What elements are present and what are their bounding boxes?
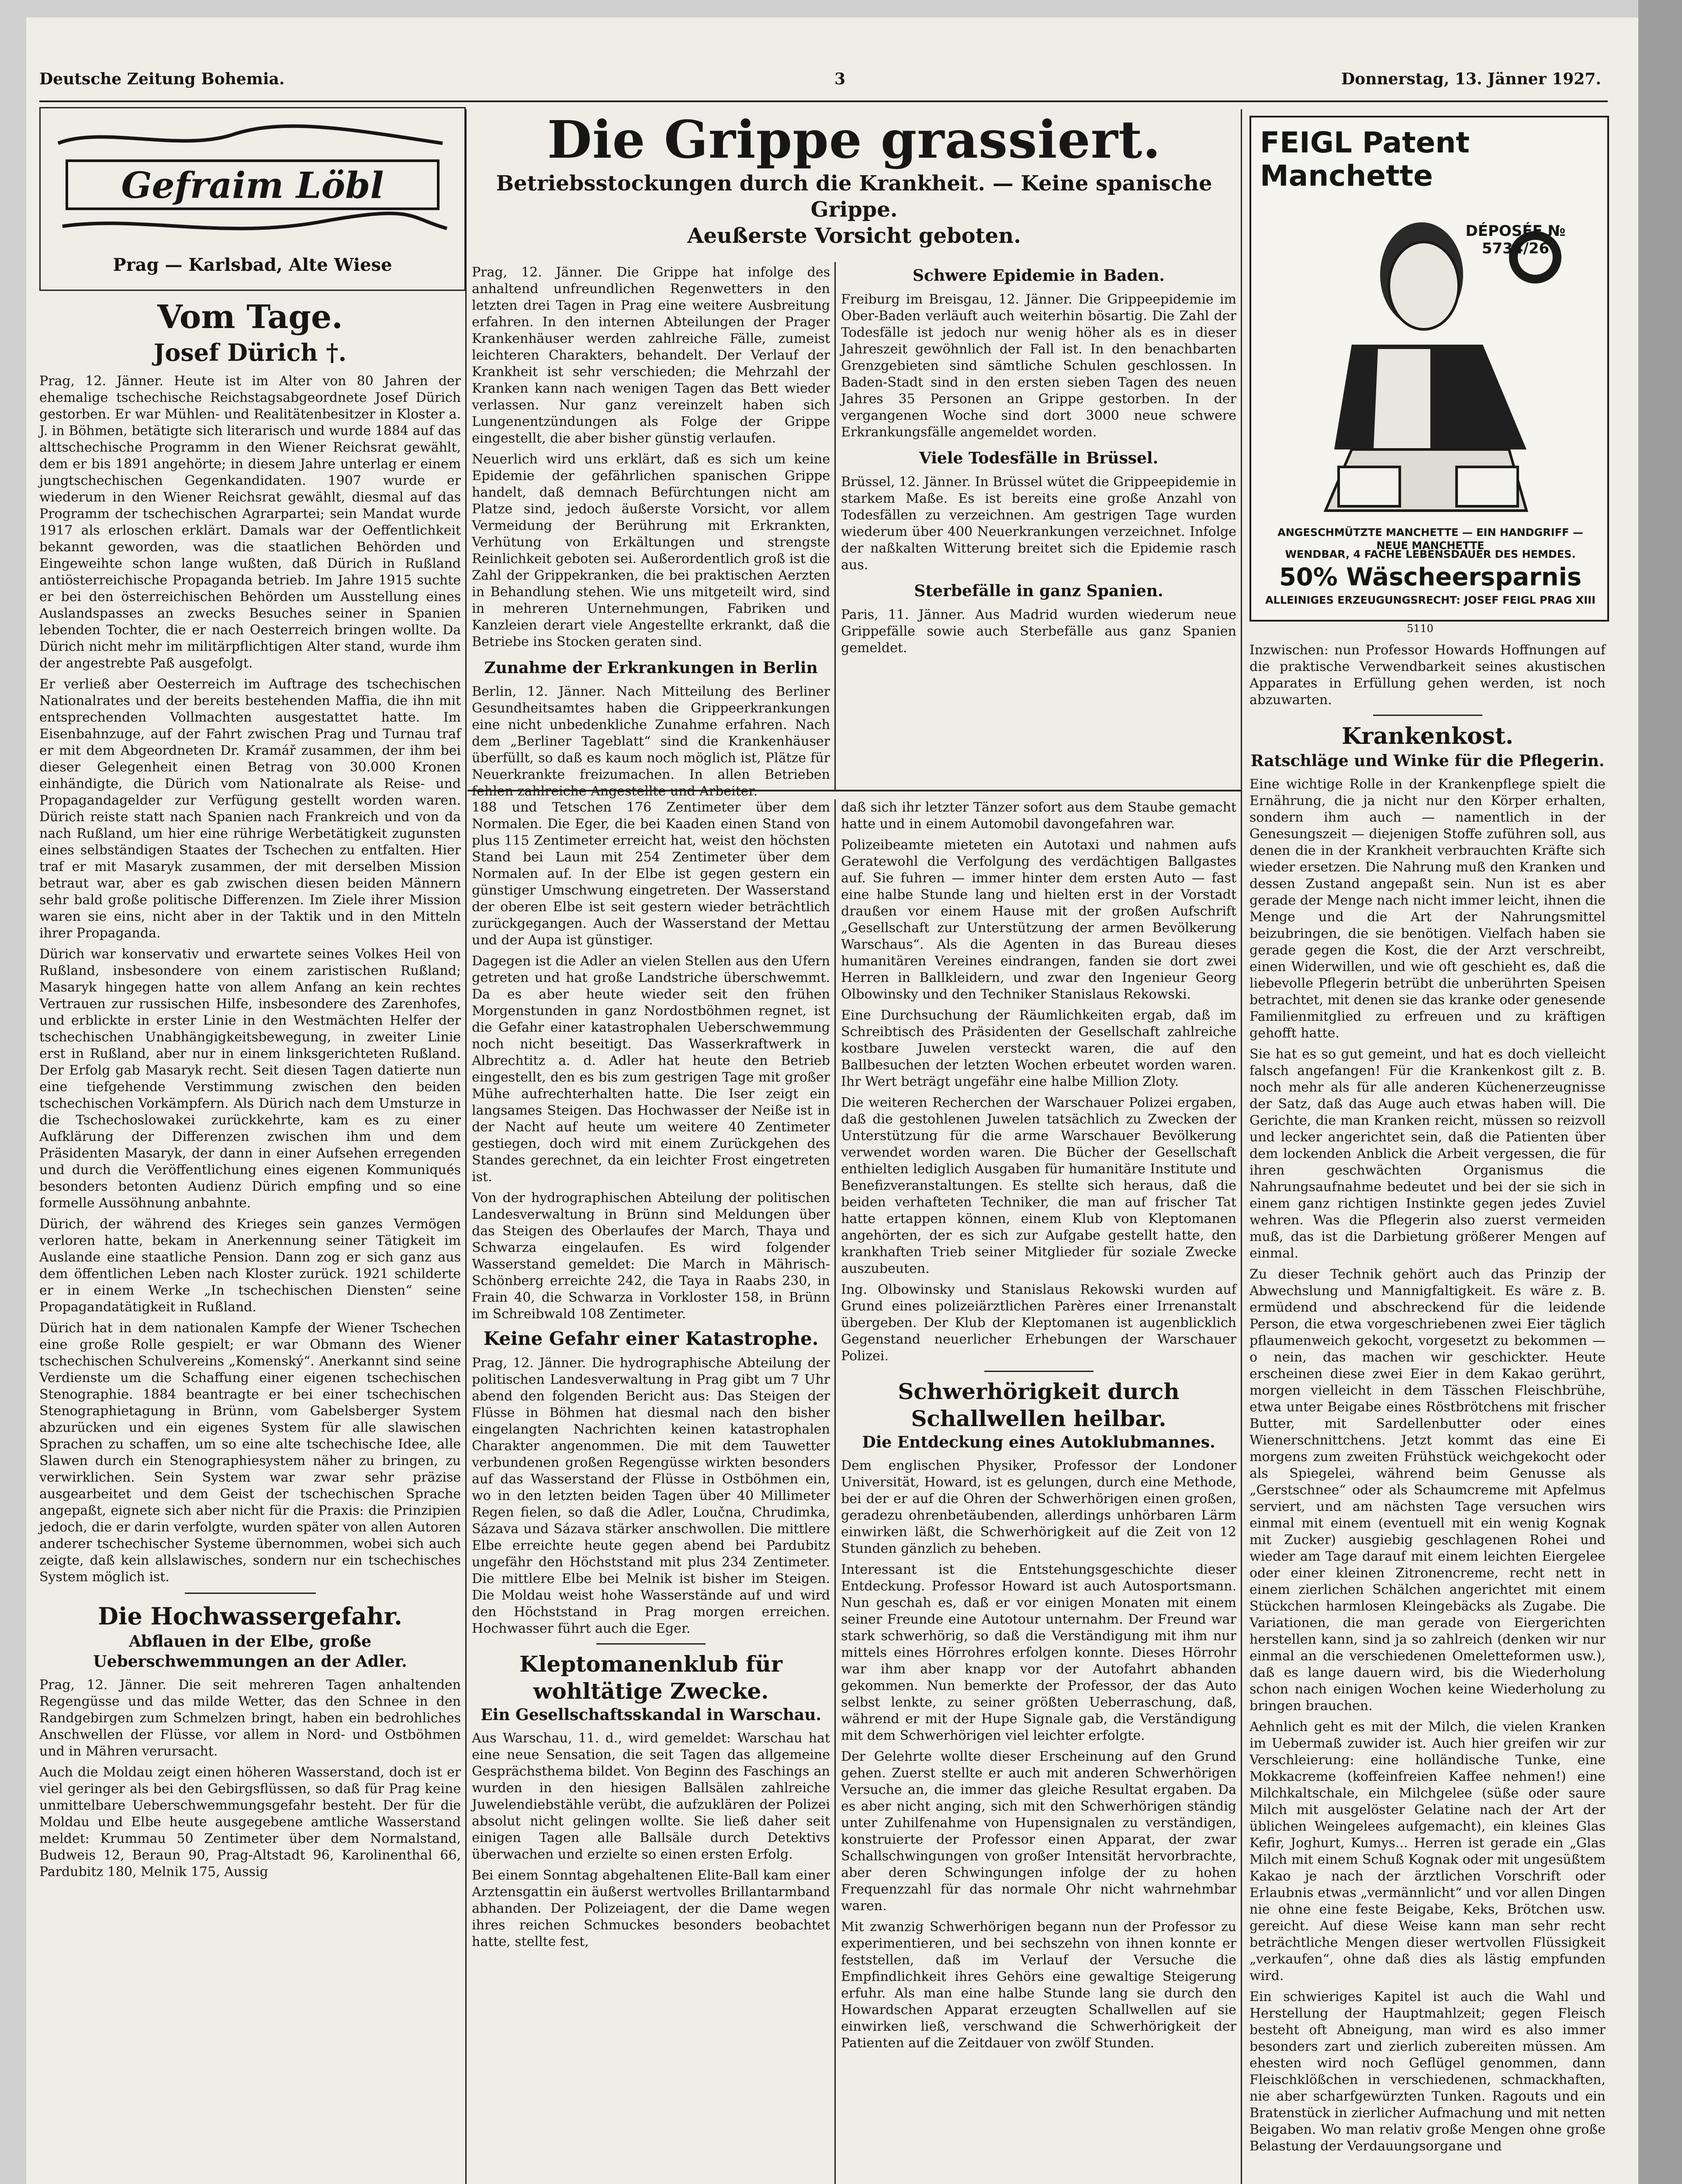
schwerhoerigkeit-paragraph: Interessant ist die Entstehungsgeschichte dieser Entdeckung. Professor Howard ist auch Autosportsmann. Nun geschah es, daß er vor einigen Monaten mit einem seiner Freunde eine Autotour unternahm. Der Freund war stark schwerhörig, so daß die Verständigung mit ihm nur mittels eines Hörrohres erfolgen konnte. Dieses Hörrohr war ihm aber knapp vor der Autofahrt abhanden gekommen. Nun bemerkte der Professor, der das Auto selbst lenkte, zu seiner größten Ueberraschung, daß, während er mit der Hupe Signale gab, die Verständigung mit dem Schwerhörigen viel leichter erfolgte. (841, 1562, 1236, 1743)
flood-continued: Dagegen ist die Adler an vielen Stellen aus den Ufern getreten und hat große Landstriche überschwemmt. Da es aber heute wieder seit den frühen Morgenstunden in ganz Nordostböhmen regnet, ist die Gefahr einer katastrophalen Ueberschwemmung noch nicht beseitigt. Das Wasserkraftwerk in Albrechtitz a. d. Adler hat heute den Betrieb eingestellt, den es bis zum gestrigen Tage mit großer Mühe aufrechterhalten hatte. Die Iser zeigt ein langsames Steigen. Das Hochwasser der Neiße ist in der Nacht auf heute um weitere 40 Zentimeter gestiegen, doch wird mit einem Zurückgehen des Standes gerechnet, da ein leichter Frost eingetreten ist. (472, 954, 830, 1185)
krankenkost-subtitle: Ratschläge und Winke für die Pflegerin. (1250, 752, 1605, 770)
grippe-subtitle-2: Aeußerste Vorsicht geboten. (687, 224, 1021, 248)
krankenkost-paragraph: Eine wichtige Rolle in der Krankenpflege spielt die Ernährung, die ja nicht nur den Körper erhalten, sondern ihm auch — namentlich in der Genesungszeit — diejenigen Stoffe zuführen soll, aus denen die in der Krankheit verbrauchten Kräfte sich wieder ersetzen. Die Nahrung muß den Kranken und dessen Zustand angepaßt sein. Nun ist es aber gerade der Menge nach nicht immer leicht, ihnen die Menge und die Art der Nahrungsmittel beizubringen, die sie benötigen. Vielfach haben sie gerade gegen die Kost, die der Arzt verschreibt, einen Widerwillen, und wie oft geschieht es, daß die liebevolle Pflegerin betrübt die unberührten Speisen betrachtet, mit denen sie das kranke oder genesende Familienmitglied zu erfreuen und zu kräftigen gehofft hatte. (1249, 777, 1606, 1041)
flood-title: Die Hochwassergefahr. (98, 1602, 402, 1630)
schwerhoerigkeit-title: Schwerhörigkeit durch Schallwellen heilbar. (898, 1379, 1180, 1431)
ad-feigl-manchette (1249, 116, 1609, 622)
flood-paragraph: Prag, 12. Jänner. Die seit mehreren Tagen anhaltenden Regengüsse und das milde Wetter, das den Schnee in den Randgebirgen zum Schmelzen bringt, haben ein bedrohliches Anschwellen der Flüsse, vor allem in Nord- und Ostböhmen und in Mähren verursacht. (39, 1677, 461, 1759)
loebl-logo-image (49, 117, 456, 248)
klepto-paragraph: Bei einem Sonntag abgehaltenen Elite-Ball kam einer Arztensgattin ein äußerst wertvolles Brillantarmband abhanden. Der Polizeiagent, der die Dame wegen ihres reichen Schmuckes besonders beobachtet hatte, stellte fest, (472, 1868, 830, 1949)
spanien-paragraph: Paris, 11. Jänner. Aus Madrid wurden wiederum neue Grippefälle sowie auch Sterbefälle aus ganz Spanien gemeldet. (841, 607, 1236, 656)
scan-edge (1638, 0, 1682, 2184)
divider (1373, 715, 1482, 716)
grippe-paragraph: Prag, 12. Jänner. Die Grippe hat infolge des anhaltend unfreundlichen Regenwetters in den letzten drei Tagen in Prag eine weitere Ausbreitung erfahren. In den internen Abteilungen der Prager Krankenhäuser werden zahlreiche Fälle, zumeist leichteren Charakters, behandelt. Der Verlauf der Krankheit ist sehr verschieden; die Mehrzahl der Kranken kann nach wenigen Tagen das Bett wieder verlassen. Nur ganz vereinzelt haben sich Lungenentzündungen als Folge der Grippe eingestellt, die aber bisher günstig verlaufen. (472, 265, 830, 446)
krankenkost-paragraph: Ein schwieriges Kapitel ist auch die Wahl und Herstellung der Hauptmahlzeit; gegen Fleisch besteht oft Abneigung, man wird es also immer besonders zart und zierlich zubereiten müssen. Am ehesten wird noch Geflügel genommen, dann Fleischklößchen in verschiedenen, schmackhaften, nie aber scharfgewürzten Tunken. Ragouts und ein Bratenstück in zierlicher Aufmachung und mit netten Beigaben. Wo man relativ große Mengen ohne große Belastung der Verdauungsorgane und (1249, 1989, 1606, 2154)
bruessel-title: Viele Todesfälle in Brüssel. (919, 449, 1159, 467)
klepto-subtitle: Ein Gesellschaftsskandal in Warschau. (481, 1706, 821, 1724)
flood-paragraph: Auch die Moldau zeigt einen höheren Wasserstand, doch ist er viel geringer als bei den Gebirgsflüssen, so daß für Prag keine unmittelbare Ueberschwemmungsgefahr besteht. Der für die Moldau und Elbe heute ausgegebene amtliche Wasserstand meldet: Krummau 50 Zentimeter über dem Normalstand, Budweis 12, Beraun 90, Prag-Altstadt 96, Karolinenthal 66, Pardubitz 180, Melnik 175, Aussig (39, 1765, 461, 1880)
spanien-title: Sterbefälle in ganz Spanien. (914, 582, 1163, 600)
svg-text:Gefraim Löbl: Gefraim Löbl (121, 165, 384, 207)
divider (596, 1643, 706, 1645)
klepto-paragraph: Aus Warschau, 11. d., wird gemeldet: Warschau hat eine neue Sensation, die seit Tagen das allgemeine Gesprächsthema bildet. Von Beginn des Faschings an wurden in den hiesigen Ballsälen zahlreiche Juwelendiebstähle verübt, die aufzuklären der Polizei absolut nicht gelingen wollte. Sie ließ daher seit einigen Tagen alle Ballsäle durch Detektivs überwachen und erzielte so einen ersten Erfolg. (472, 1731, 830, 1862)
krankenkost-paragraph: Sie hat es so gut gemeint, und hat es doch vielleicht falsch angefangen! Für die Krankenkost gilt z. B. noch mehr als für alle anderen Küchenerzeugnisse der Satz, daß das Auge auch etwas haben will. Die Gerichte, die man Kranken reicht, müssen so reizvoll und lecker angerichtet sein, daß die Patienten über dem lockenden Anblick die Arbeit vergessen, die für ihren geschwächten Organismus die Nahrungsaufnahme bedeutet und bei der sie sich in einem ganz richtigen Instinkte gegen jedes Zuviel wehren. Was die Pflegerin also zuerst vermeiden muß, das ist die Darbietung größerer Mengen auf einmal. (1249, 1047, 1606, 1261)
obituary-title: Josef Dürich †. (153, 339, 347, 366)
schwerhoerigkeit-end: Inzwischen: nun Professor Howards Hoffnungen auf die praktische Verwendbarkeit seines akustischen Apparates in Erfüllung gehen werden, ist noch abzuwarten. (1249, 643, 1606, 708)
obituary-paragraph: Dürich, der während des Krieges sein ganzes Vermögen verloren hatte, bekam in Anerkennung seiner Tätigkeit im Auslande eine staatliche Pension. Dann zog er sich ganz aus dem öffentlichen Leben nach Kloster zurück. 1921 schilderte er in einem Werke „In tschechischen Diensten“ seine Propagandatätigkeit in Rußland. (39, 1216, 461, 1315)
ad-loebl (39, 107, 466, 291)
berlin-paragraph: Berlin, 12. Jänner. Nach Mitteilung des Berliner Gesundheitsamtes haben die Grippeerkrankungen eine nicht unbedenkliche Zunahme erfahren. Nach dem „Berliner Tageblatt“ sind die Krankenhäuser überfüllt, so daß es kaum noch möglich ist, Plätze für Neuerkrankte freizumachen. In allen Betrieben fehlen zahlreiche Angestellte und Arbeiter. (472, 684, 830, 799)
grippe-headline-block (472, 109, 1236, 254)
newspaper-page (26, 17, 1638, 2184)
issue-date: Donnerstag, 13. Jänner 1927. (1341, 70, 1601, 88)
klepto-continued: Ing. Olbowinsky und Stanislaus Rekowski wurden auf Grund eines polizeiärztlichen Parères einer Irrenanstalt übergeben. Der Klub der Kleptomanen ist augenblicklich Gegenstand neuerlicher Erhebungen der Warschauer Polizei. (841, 1282, 1236, 1364)
schwerhoerigkeit-subtitle: Die Entdeckung eines Autoklubmannes. (862, 1433, 1215, 1451)
katastrophe-paragraph: Prag, 12. Jänner. Die hydrographische Abteilung der politischen Landesverwaltung in Prag gibt um 7 Uhr abend den folgenden Bericht aus: Das Steigen der Flüsse in Böhmen hat diesmal nach den bisher eingelangten Nachrichten keinen katastrophalen Charakter angenommen. Die mit dem Tauwetter verbundenen großen Regengüsse wirkten besonders auf das Wasserstand der Flüsse in Ostböhmen ein, wo in den letzten beiden Tagen über 40 Millimeter Regen fielen, so daß die Adler, Loučna, Chrudimka, Sázava und Sázava stärker anschwollen. Die mittlere Elbe erreichte heute gegen abend bei Pardubitz ungefähr den Höchststand mit plus 234 Zentimeter. Die mittlere Elbe bei Melnik ist bisher im Steigen. Die Moldau weist hohe Wasserstände auf und wird den Höchststand in Prag morgen erreichen. Hochwasser führt auch die Eger. (472, 1355, 830, 1636)
krankenkost-paragraph: Zu dieser Technik gehört auch das Prinzip der Abwechslung und Mannigfaltigkeit. Es wäre z. B. ermüdend und abschreckend für die leidende Person, die etwa vorgeschriebenen zwei Eier täglich pflaumenweich gekocht, vorgesetzt zu bekommen — o nein, das machen wir geschickter. Heute erscheinen diese zwei Eier in dem Kakao gerührt, morgen vielleicht in dem Tässchen Fleischbrühe, etwa unter Beigabe eines Röstbrötchens mit frischer Butter, mit Sardellenbutter oder eines Wienerschnittchens. Jetzt kommt das eine Ei morgens zum zweiten Frühstück weichgekocht oder als Spiegelei, während beim Genusse als „Gerstschnee“ oder als Schaumcreme mit Apfelmus serviert, und am nächsten Tage versuchen wirs einmal mit einem (eventuell mit ein wenig Kognak mit Zucker) ausgiebig geschlagenen Rohei und wieder am Tage darauf mit einem leichten Eiergelee oder einer kleinen Zitronencreme, recht nett in einem zierlichen Schälchen angerichtet mit einem Stückchen harmlosen Kleingebäcks als Zugabe. Die Variationen, die man gerade von Eiergerichten herstellen kann, sind ja so zahlreich (denken wir nur einmal an die verschiedenen Omeletteformen usw.), daß es lange dauern wird, bis die Wiederholung schon nach einigen Wochen keine Wiederholung zu bringen brauchen. (1249, 1267, 1606, 1714)
klepto-title: Kleptomanenklub für wohltätige Zwecke. (519, 1651, 783, 1704)
grippe-subtitle: Betriebsstockungen durch die Krankheit. — Keine spanische Grippe. (496, 171, 1212, 222)
page-number: 3 (834, 70, 846, 88)
divider (185, 1593, 316, 1594)
ad-feigl-tagline: WENDBAR, 4 FACHE LEBENSDAUER DES HEMDES. (1285, 548, 1576, 560)
grippe-paragraph: Neuerlich wird uns erklärt, daß es sich um keine Epidemie der gefährlichen spanischen Grippe handelt, daß demnach Befürchtungen nicht am Platze sind, jedoch äußerste Vorsicht, vor allem Vermeidung der Berührung mit Erkrankten, Verhütung von Erkältungen und strengste Reinlichkeit geboten sei. Außerordentlich groß ist die Zahl der Grippekranken, die bei praktischen Aerzten in Behandlung stehen. Wie uns mitgeteilt wird, sind in mehreren Unternehmungen, Fabriken und Kanzleien derart viele Angestellte erkrankt, daß die Betriebe ins Stocken geraten sind. (472, 452, 830, 650)
schwerhoerigkeit-paragraph: Dem englischen Physiker, Professor der Londoner Universität, Howard, ist es gelungen, durch eine Methode, bei der er auf die Ohren der Schwerhörigen einen großen, geradezu ohrenbetäubenden, allerdings unhörbaren Lärm einwirken läßt, die Schwerhörigkeit auf die Zeit von 12 Stunden gänzlich zu beheben. (841, 1458, 1236, 1556)
flood-continued: 188 und Tetschen 176 Zentimeter über dem Normalen. Die Eger, die bei Kaaden einen Stand von plus 115 Zentimeter erreicht hat, weist den höchsten Stand bei Laun mit 254 Zentimeter über dem Normalen auf. In der Elbe ist gegen gestern ein günstiger Umschwung eingetreten. Der Wasserstand der oberen Elbe ist seit gestern wieder beträchtlich zurückgegangen. Auch der Wasserstand der Mettau und der Aupa ist günstiger. (472, 800, 830, 948)
column-3 (841, 799, 1236, 2056)
klepto-continued: Eine Durchsuchung der Räumlichkeiten ergab, daß im Schreibtisch des Präsidenten der Gesellschaft zahlreiche kostbare Juwelen versteckt waren, die auf den Ballbesuchen der letzten Wochen erbeutet worden waren. Ihr Wert beträgt ungefähr eine halbe Million Zloty. (841, 1008, 1236, 1089)
ad-loebl-address: Prag — Karlsbad, Alte Wiese (113, 255, 392, 275)
obituary-paragraph: Er verließ aber Oesterreich im Auftrage des tschechischen Nationalrates und der bereits bestehenden Maffia, die ihn mit entsprechenden Vollmachten ausgestattet hatte. Im Eisenbahnzuge, auf der Fahrt zwischen Prag und Turnau traf er mit dem Abgeordneten Dr. Kramář zusammen, der ihm bei dieser Gelegenheit einen Betrag von 30.000 Kronen einhändigte, die Dürich vom Nationalrate als Reise- und Propagandagelder zur Verfügung gestellt worden waren. Dürich reiste statt nach Spanien nach Frankreich und von da nach Rußland, um hier eine rührige Werbetätigkeit zugunsten eines selbständigen Staates der Tschechen zu entfalten. Hier traf er mit Masaryk zusammen, der mit derselben Mission betraut war, aber es gab zwischen diesen beiden Männern sehr bald große politische Differenzen. Im Ziele ihrer Mission waren sie eins, nicht aber in der Taktik und in den Mitteln ihrer Propaganda. (39, 677, 461, 941)
baden-paragraph: Freiburg im Breisgau, 12. Jänner. Die Grippeepidemie im Ober-Baden verläuft auch weiterhin bösartig. Die Zahl der Todesfälle ist jedoch nur wenig höher als es in dieser Jahreszeit gewöhnlich der Fall ist. In den benachbarten Grenzgebieten sind sämtliche Schulen geschlossen. In Baden-Stadt sind in den ersten sieben Tagen des neuen Jahres 35 Personen an Grippe gestorben. In der vergangenen Woche sind dort 3000 neue schwere Erkrankungsfälle angemeldet worden. (841, 292, 1236, 440)
ad-feigl-depose: DÉPOSÉE № 5734/26 (1465, 222, 1566, 257)
divider (984, 1371, 1094, 1372)
berlin-title: Zunahme der Erkrankungen in Berlin (484, 659, 818, 677)
column-rule (1241, 109, 1242, 2184)
ad-feigl-maker: ALLEINIGES ERZEUGUNGSRECHT: JOSEF FEIGL PRAG XIII (1265, 594, 1596, 606)
column-rule (834, 262, 836, 791)
obituary-paragraph: Prag, 12. Jänner. Heute ist im Alter von 80 Jahren der ehemalige tschechische Reichstagsabgeordnete Josef Dürich gestorben. Er war Mühlen- und Realitätenbesitzer in Kloster a. J. in Böhmen, betätigte sich literarisch und wurde 1884 auf das alttschechische Programm in den Wiener Reichsrat gewählt, dem er bis 1891 angehörte; in diesem Jahre unterlag er einem jungtschechischen Gegenkandidaten. 1907 wurde er wiederum in den Wiener Reichsrat gewählt, diesmal auf das Programm der tschechischen Agrarpartei; sein Mandat wurde 1917 als erloschen erklärt. Damals war der Oeffentlichkeit bekannt geworden, was die staatlichen Behörden und Eingeweihte schon lange wußten, daß Dürich in Rußland antiösterreichische Propaganda betrieb. Im Jahre 1915 suchte er bei den österreichischen Behörden um Ausstellung eines Auslandspasses an zwecks Besuches seiner in Spanien lebenden Tochter, die er nach Oesterreich bringen wollte. Da Dürich nicht mehr im militärpflichtigen Alter stand, wurde ihm der angestrebte Paß ausgefolgt. (39, 373, 461, 671)
column-4 (1249, 642, 1606, 2159)
column-rule (465, 109, 467, 2184)
grippe-column-b (841, 264, 1236, 661)
grippe-column-a (472, 264, 830, 804)
obituary-paragraph: Dürich hat in dem nationalen Kampfe der Wiener Tschechen eine große Rolle gespielt; er war Obmann des Wiener tschechischen Schulvereins „Komenský“. Anerkannt sind seine Verdienste um die Schaffung einer eigenen tschechischen Stenographie. 1884 beantragte er bei einer tschechischen Stenographietagung in Brünn, vom Gabelsberger System abzurücken und ein eigenes System für alle slawischen Sprachen zu schaffen, um so eine alte tschechische Idee, alle Slawen durch ein Stenographiesystem näher zu bringen, zu verwirklichen. Sein System war zwar sehr präzise ausgearbeitet und dem Geist der tschechischen Sprache angepaßt, eignete sich aber nicht für die Praxis: die Prinzipien jedoch, die er darin verfolgte, wurden später von allen Autoren anderer tschechischer Systeme übernommen, wobei sich auch zeigte, daß kein allslawisches, sondern nur ein tschechisches System möglich ist. (39, 1320, 461, 1585)
header-rule (39, 100, 1608, 102)
section-title-vom-tage: Vom Tage. (157, 298, 343, 336)
column-rule (834, 799, 836, 2184)
bruessel-paragraph: Brüssel, 12. Jänner. In Brüssel wütet die Grippeepidemie in starkem Maße. Es ist bereits eine große Anzahl von Todesfällen zu verzeichnen. Am gestrigen Tage wurden wiederum über 400 Neuerkrankungen verzeichnet. Infolge der naßkalten Witterung breitet sich die Epidemie rasch aus. (841, 474, 1236, 573)
klepto-continued: Die weiteren Recherchen der Warschauer Polizei ergaben, daß die gestohlenen Juwelen tatsächlich zu Zwecken der Unterstützung für die arme Warschauer Bevölkerung verwendet worden waren. Die Bücher der Gesellschaft enthielten lediglich Ausgaben für humanitäre Institute und Benefizveranstaltungen. Es stellte sich heraus, daß die beiden verhafteten Techniker, die man auf frischer Tat hatte ertappen können, einem Klub von Kleptomanen angehörten, der es sich zur Aufgabe gestellt hatte, den krankhaften Trieb seiner Mitglieder für soziale Zwecke auszubeuten. (841, 1095, 1236, 1276)
klepto-continued: daß sich ihr letzter Tänzer sofort aus dem Staube gemacht hatte und in einem Automobil davongefahren war. (841, 800, 1236, 832)
flood-subtitle: Abflauen in der Elbe, große Ueberschwemmungen an der Adler. (93, 1632, 407, 1671)
schwerhoerigkeit-paragraph: Mit zwanzig Schwerhörigen begann nun der Professor zu experimentieren, und bei sechszehn von ihnen konnte er feststellen, daß im Verlauf der Versuche die Empfindlichkeit ihres Gehörs eine gewaltige Steigerung erfuhr. Als man eine halbe Stunde lang sie durch den Howardschen Apparat erzeugten Schallwellen auf sie einwirken ließ, verschwand die Schwerhörigkeit der Patienten auf die Zeitdauer von zwölf Stunden. (841, 1919, 1236, 2051)
krankenkost-title: Krankenkost. (1341, 723, 1514, 750)
ad-feigl-caption: ANGESCHMÜTZTE MANCHETTE — EIN HANDGRIFF — NEUE MANCHETTE (1277, 526, 1583, 552)
katastrophe-title: Keine Gefahr einer Katastrophe. (483, 1328, 819, 1349)
flood-continued: Von der hydrographischen Abteilung der politischen Landesverwaltung in Brünn sind Meldungen über das Steigen des Oberlaufes der March, Thaya und Schwarza eingelaufen. Es wird folgender Wasserstand gemeldet: Die March in Mährisch-Schönberg erreichte 242, die Taya in Raabs 230, in Frain 40, die Schwarza in Vorkloster 158, in Brünn im Schreibwald 108 Zentimeter. (472, 1190, 830, 1322)
ad-feigl-saving: 50% Wäscheersparnis (1279, 563, 1582, 591)
klepto-continued: Polizeibeamte mieteten ein Autotaxi und nahmen aufs Geratewohl die Verfolgung des verdächtigen Ballgastes auf. Sie fuhren — immer hinter dem ersten Auto — fast eine halbe Stunde lang und hielten erst in der Vorstadt draußen vor einem Hause mit der großen Aufschrift „Gesellschaft zur Unterstützung der armen Bevölkerung Warschaus“. Als die Agenten in das Bureau dieses humanitären Vereines eindrangen, fanden sie dort zwei Herren in Ballkleidern, und zwar den Ingenieur Georg Olbowinsky und den Techniker Stanislaus Rekowski. (841, 837, 1236, 1002)
ad-feigl-title: FEIGL Patent Manchette (1260, 126, 1470, 193)
grippe-title: Die Grippe grassiert. (547, 109, 1161, 170)
krankenkost-paragraph: Aehnlich geht es mit der Milch, die vielen Kranken im Uebermaß zuwider ist. Auch hier greifen wir zur Verschleierung: eine holländische Tunke, eine Mokkacreme (koffeinfreien Kaffee nehmen!) eine Milchkaltschale, ein Milchgelee (süße oder saure Milch mit ausgelöster Gelatine nach der Art der üblichen Weingelees aufgemacht), ein kleines Glas Kefir, Joghurt, Kumys... Herren ist gerade ein „Glas Milch mit einem Schuß Kognak oder mit ungesüßtem Kakao je nach der ärztlichen Vorschrift oder Erlaubnis etwas „vermännlicht“ und vor allen Dingen nie ohne eine feste Beigabe, Keks, Brötchen usw. gereicht. Auf diese Weise kann man sehr recht beträchtliche Mengen dieser wertvollen Flüssigkeit „verkaufen“, ohne daß dies als lästig empfunden wird. (1249, 1719, 1606, 1984)
column-2 (472, 799, 830, 1955)
masthead-left: Deutsche Zeitung Bohemia. (39, 70, 285, 88)
schwerhoerigkeit-paragraph: Der Gelehrte wollte dieser Erscheinung auf den Grund gehen. Zuerst stellte er auch mit anderen Schwerhörigen Versuche an, die immer das gleiche Resultat ergaben. Da es aber nicht anging, sich mit den Schwerhörigen ständig unter Zuhilfenahme von Hupensignalen zu verständigen, konstruierte der Professor einen Apparat, der zwar Schallschwingungen von großer Intensität hervorbrachte, aber deren Schwingungen infolge der zu hohen Frequenzzahl für das normale Ohr nicht wahrnehmbar waren. (841, 1749, 1236, 1914)
obituary-paragraph: Dürich war konservativ und erwartete seines Volkes Heil von Rußland, insbesondere von einem zaristischen Rußland; Masaryk hingegen hatte von allem Anfang an kein rechtes Vertrauen zur russischen Hilfe, insbesondere des Zarenhofes, und erblickte in erster Linie in den Westmächten Helfer der tschechischen Unabhängigkeitsbewegung, in zweiter Linie erst in Rußland, aber nur in einem linksgerichteten Rußland. Der Erfolg gab Masaryk recht. Seit diesen Tagen datierte nun eine tiefgehende Verstimmung zwischen den beiden tschechischen Vorkämpfern. Als Dürich nach dem Umsturze in die Tschechoslowakei zurückkehrte, kam es zu einer Aufklärung der Differenzen zwischen ihm und dem Präsidenten Masaryk, der dann in einer Aufsehen erregenden und durch die Veröffentlichung eines eigenen Kommuniqués besonders betonten Audienz Dürich empfing und so eine formelle Aussöhnung anbahnte. (39, 947, 461, 1211)
column-1 (39, 297, 461, 1885)
baden-title: Schwere Epidemie in Baden. (913, 266, 1165, 285)
ad-feigl-code: 5110 (1407, 622, 1434, 635)
